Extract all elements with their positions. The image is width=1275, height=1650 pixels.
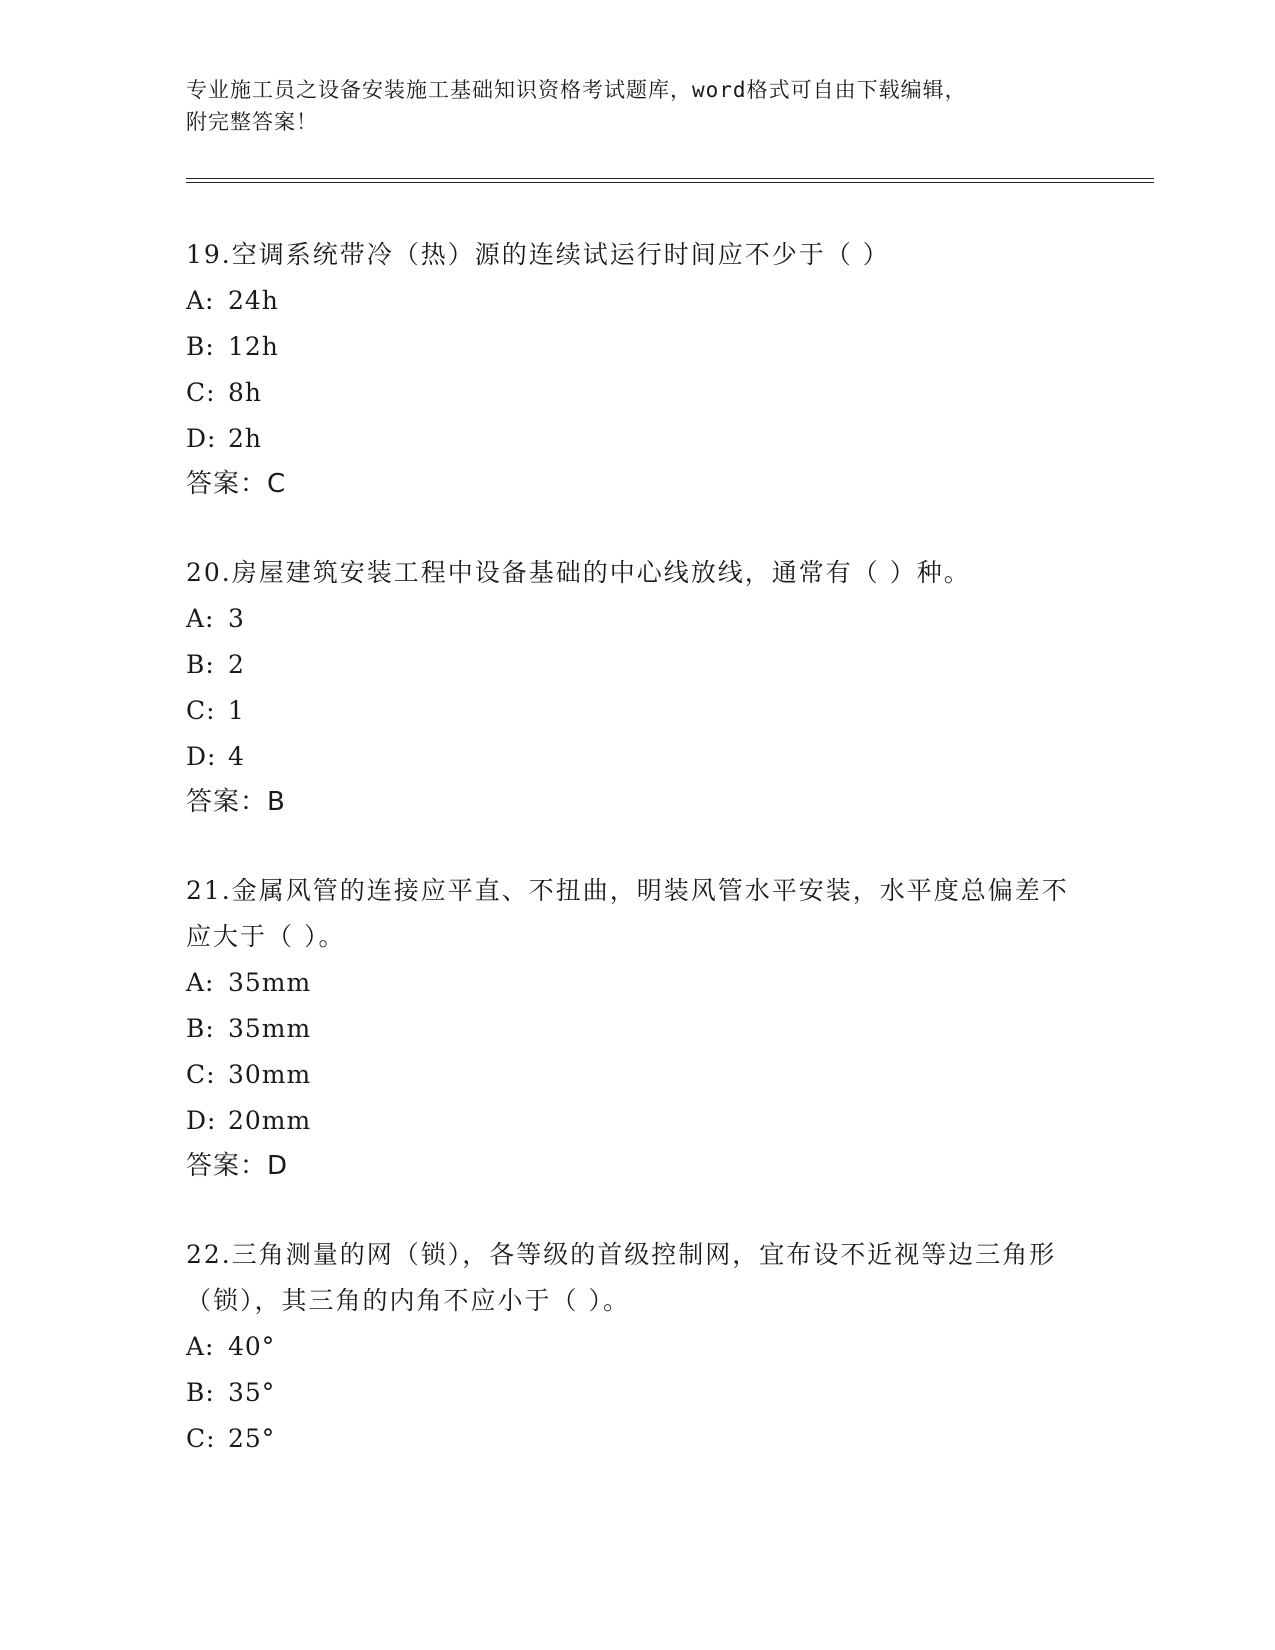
option-letter: B: <box>186 332 215 361</box>
option-letter: C: <box>186 378 216 407</box>
question-22 <box>186 1232 1086 1462</box>
option-text: 35° <box>228 1378 276 1407</box>
question-19 <box>186 232 1086 506</box>
option-letter: D: <box>186 1106 217 1135</box>
option-text: 35mm <box>228 1014 312 1043</box>
option-letter: B: <box>186 1014 215 1043</box>
header-line-2: 附完整答案！ <box>186 110 318 134</box>
option-letter: C: <box>186 1060 216 1089</box>
option-text: 20mm <box>228 1106 312 1135</box>
option-d <box>186 416 1086 462</box>
option-text: 2 <box>228 650 245 679</box>
option-letter: A: <box>186 286 215 315</box>
option-c <box>186 688 1086 734</box>
option-c <box>186 1416 1086 1462</box>
option-letter: A: <box>186 1332 215 1361</box>
option-text: 35mm <box>228 968 312 997</box>
option-b <box>186 642 1086 688</box>
option-d <box>186 734 1086 780</box>
option-c <box>186 370 1086 416</box>
option-text: 24h <box>228 286 279 315</box>
option-text: 4 <box>228 742 245 771</box>
option-b <box>186 1370 1086 1416</box>
document-header <box>186 74 1066 138</box>
question-stem: 22.三角测量的网（锁），各等级的首级控制网，宜布设不近视等边三角形（锁），其三角的内角不应小于（ ）。 <box>186 1240 1057 1315</box>
question-stem: 19.空调系统带冷（热）源的连续试运行时间应不少于（ ） <box>186 240 890 269</box>
option-letter: D: <box>186 424 217 453</box>
option-a <box>186 596 1086 642</box>
option-b <box>186 1006 1086 1052</box>
option-letter: A: <box>186 968 215 997</box>
option-c <box>186 1052 1086 1098</box>
option-letter: B: <box>186 1378 215 1407</box>
option-letter: B: <box>186 650 215 679</box>
header-line-1: 专业施工员之设备安装施工基础知识资格考试题库，word格式可自由下载编辑， <box>186 78 967 102</box>
answer-line: 答案：D <box>186 1151 289 1181</box>
option-a <box>186 960 1086 1006</box>
option-b <box>186 324 1086 370</box>
option-text: 30mm <box>228 1060 312 1089</box>
option-letter: C: <box>186 1424 216 1453</box>
option-d <box>186 1098 1086 1144</box>
question-list <box>186 232 1086 1506</box>
answer-line: 答案：C <box>186 469 287 499</box>
option-text: 25° <box>228 1424 276 1453</box>
question-stem: 20.房屋建筑安装工程中设备基础的中心线放线，通常有（ ）种。 <box>186 558 971 587</box>
option-a <box>186 1324 1086 1370</box>
answer-line: 答案：B <box>186 787 286 817</box>
header-double-rule <box>186 178 1154 183</box>
question-21 <box>186 868 1086 1188</box>
option-letter: C: <box>186 696 216 725</box>
option-text: 40° <box>228 1332 276 1361</box>
option-letter: D: <box>186 742 217 771</box>
option-text: 12h <box>228 332 279 361</box>
question-stem: 21.金属风管的连接应平直、不扭曲，明装风管水平安装，水平度总偏差不应大于（ ）。 <box>186 876 1069 951</box>
option-text: 2h <box>228 424 263 453</box>
option-text: 3 <box>228 604 245 633</box>
option-text: 8h <box>228 378 263 407</box>
question-20 <box>186 550 1086 824</box>
option-a <box>186 278 1086 324</box>
option-text: 1 <box>228 696 245 725</box>
option-letter: A: <box>186 604 215 633</box>
